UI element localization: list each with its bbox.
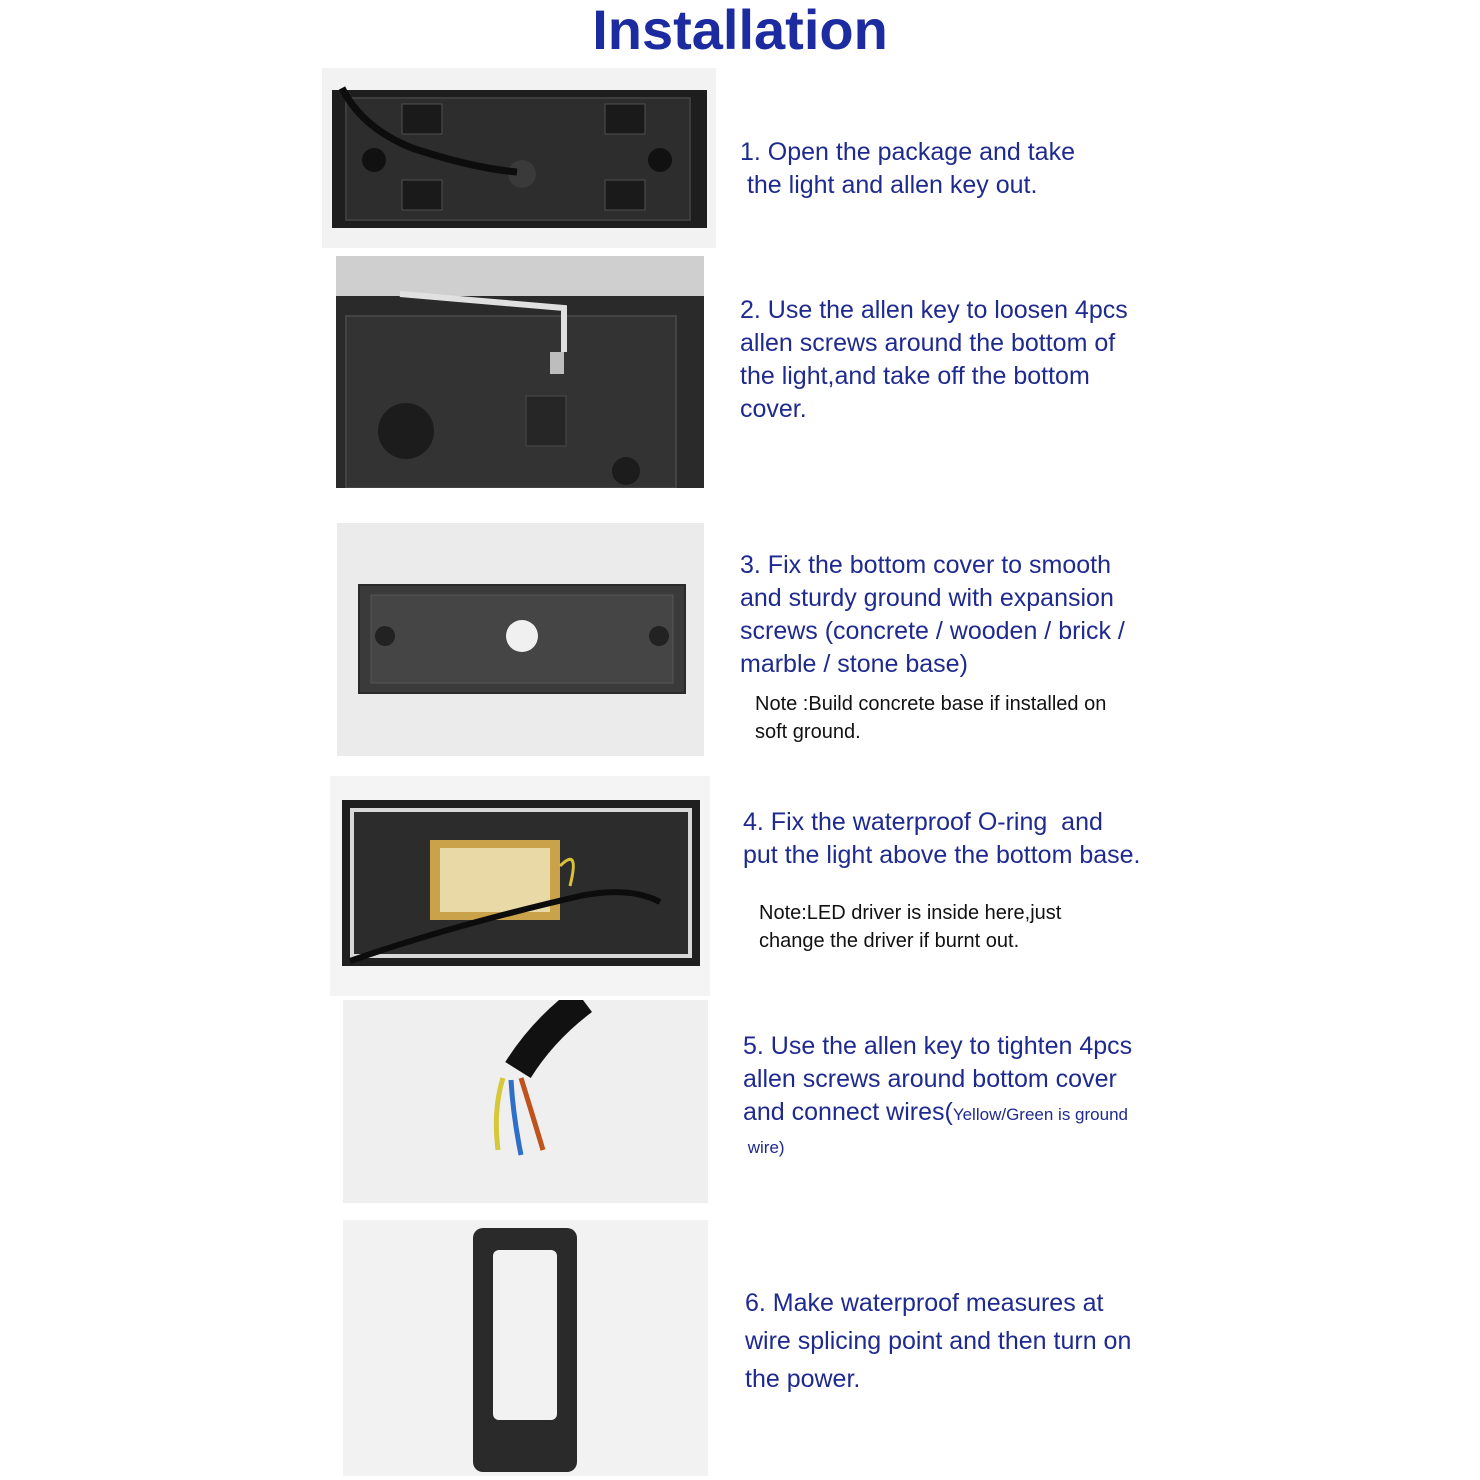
cable-wires-image bbox=[343, 1000, 708, 1203]
page-title: Installation bbox=[592, 0, 888, 61]
step-4-photo bbox=[330, 776, 710, 996]
step-3-photo bbox=[337, 523, 704, 756]
allen-key-image bbox=[336, 256, 704, 488]
step-5-photo bbox=[343, 1000, 708, 1203]
step-1-photo bbox=[322, 68, 716, 248]
step-4-note: Note:LED driver is inside here,just change the driver if burnt out. bbox=[759, 902, 1062, 952]
step-6-photo bbox=[343, 1220, 708, 1476]
step-4-text: 4. Fix the waterproof O-ring and put the light above the bottom base. bbox=[743, 808, 1141, 869]
led-driver-image bbox=[330, 776, 710, 996]
bollard-light-image bbox=[343, 1220, 708, 1476]
step-5-text-tail: wire) bbox=[743, 1138, 785, 1157]
step-5-text-small: Yellow/Green is ground bbox=[952, 1105, 1128, 1124]
light-housing-underside-image bbox=[322, 68, 716, 248]
step-5-text-main: 5. Use the allen key to tighten 4pcs allen screws around bottom cover and connect wires( bbox=[743, 1032, 1133, 1126]
step-6-text: 6. Make waterproof measures at wire splicing point and then turn on the power. bbox=[745, 1289, 1132, 1393]
step-5-text bbox=[743, 1030, 1132, 1131]
step-2-photo bbox=[336, 256, 704, 488]
step-1-text: 1. Open the package and take the light and allen key out. bbox=[740, 138, 1075, 199]
step-2-text: 2. Use the allen key to loosen 4pcs allen screws around the bottom of the light,and take off the bottom cover. bbox=[740, 296, 1128, 423]
step-3-note: Note :Build concrete base if installed on soft ground. bbox=[755, 693, 1107, 743]
bottom-cover-image bbox=[337, 523, 704, 756]
step-3-text: 3. Fix the bottom cover to smooth and sturdy ground with expansion screws (concrete / wooden / brick / marble / stone base) bbox=[740, 551, 1125, 678]
